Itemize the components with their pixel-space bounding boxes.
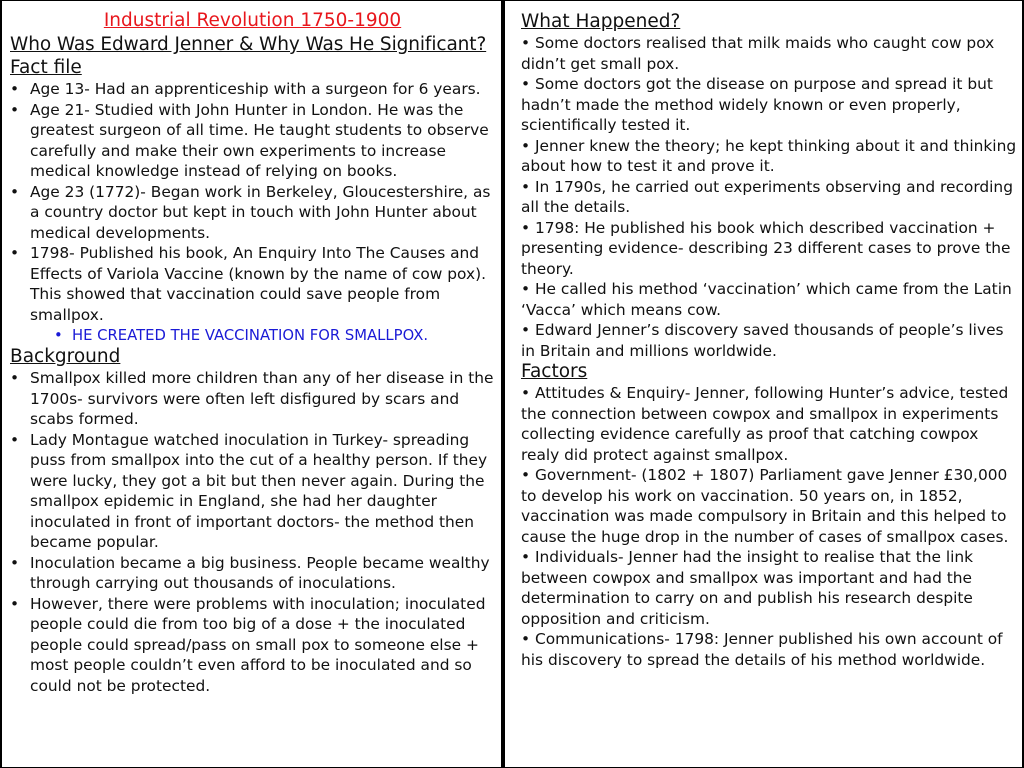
bullet-icon: •: [521, 34, 535, 52]
list-item: [10, 368, 495, 430]
list-item-text: In 1790s, he carried out experiments observing and recording all the details.: [521, 177, 1013, 216]
list-item-text: 1798- Published his book, An Enquiry Into The Causes and Effects of Variola Vaccine (known by the name of cow pox). This showed that vaccination could save people from smallpox.: [30, 244, 486, 324]
list-item-text: Government- (1802 + 1807) Parliament gave Jenner £30,000 to develop his work on vaccination. 50 years on, in 1852, vaccination was made compulsory in Britain and this helped to cause the huge drop in the number of cases of smallpox cases.: [521, 466, 1009, 546]
bullet-icon: •: [54, 327, 63, 344]
bullet-icon: •: [521, 548, 535, 566]
list-item: [521, 177, 1018, 218]
list-item-text: Inoculation became a big business. People became wealthy through carrying out thousands of inoculations.: [30, 553, 490, 592]
list-item: [521, 218, 1018, 280]
list-item: [521, 465, 1018, 547]
bullet-icon: •: [10, 80, 20, 98]
factors-heading: Factors: [521, 361, 588, 382]
list-item: [10, 553, 495, 594]
bullet-icon: •: [521, 466, 535, 484]
list-item: [10, 594, 495, 697]
left-panel: [2, 1, 501, 767]
bullet-icon: •: [10, 594, 20, 613]
list-item: [521, 279, 1018, 320]
bullet-icon: •: [521, 321, 535, 339]
list-item-text: However, there were problems with inoculation; inoculated people could die from too big of a dose + the inoculated people could spread/pass on small pox to someone else + most people couldn’t even afford to be inoculated and so could not be protected.: [30, 594, 486, 695]
list-item: [521, 547, 1018, 629]
list-item-text: Edward Jenner’s discovery saved thousands of people’s lives in Britain and millions worldwide.: [521, 321, 1004, 360]
list-item: [521, 320, 1018, 361]
list-item-text: 1798: He published his book which described vaccination + presenting evidence- describing 23 different cases to prove the theory.: [521, 218, 1011, 278]
bullet-icon: •: [521, 136, 535, 155]
bullet-icon: •: [10, 369, 20, 387]
list-item-text: Lady Montague watched inoculation in Turkey- spreading puss from smallpox into the cut of a healthy person. If they were lucky, they got a bit but then never again. During the smallpox epidemic in England, she had her daughter inoculated in front of important doctors- the method then became popular.: [30, 430, 488, 551]
highlight-text: HE CREATED THE VACCINATION FOR SMALLPOX.: [72, 327, 429, 344]
highlight-item: [10, 325, 495, 346]
list-item-text: Attitudes & Enquiry- Jenner, following Hunter’s advice, tested the connection between cowpox and smallpox in experiments collecting evidence carefully as proof that catching cowpox realy did protect against smallpox.: [521, 384, 1009, 464]
bullet-icon: •: [521, 75, 535, 93]
page-subtitle: Who Was Edward Jenner & Why Was He Significant?: [10, 34, 487, 55]
list-item: [10, 100, 495, 182]
background-list: [10, 368, 495, 696]
list-item-text: Age 23 (1772)- Began work in Berkeley, Gloucestershire, as a country doctor but kept in touch with John Hunter about medical developments.: [30, 182, 491, 242]
list-item-text: Some doctors got the disease on purpose and spread it but hadn’t made the method widely known or even properly, scientifically tested it.: [521, 75, 993, 134]
bullet-icon: •: [10, 182, 20, 201]
fact-file-heading: Fact file: [10, 57, 82, 78]
what-happened-heading: What Happened?: [521, 11, 681, 32]
what-happened-list: [521, 33, 1018, 361]
list-item: [521, 383, 1018, 465]
list-item-text: He called his method ‘vaccination’ which came from the Latin ‘Vacca’ which means cow.: [521, 280, 1012, 319]
bullet-icon: •: [10, 553, 20, 572]
bullet-icon: •: [521, 280, 535, 298]
bullet-icon: •: [521, 384, 535, 402]
list-item-text: Individuals- Jenner had the insight to realise that the link between cowpox and smallpox was important and had the determination to carry on and publish his research despite opposition and criticism.: [521, 548, 974, 628]
bullet-icon: •: [521, 218, 535, 237]
fact-file-list: [10, 79, 495, 325]
bullet-icon: •: [10, 430, 20, 449]
list-item-text: Communications- 1798: Jenner published his own account of his discovery to spread the details of his method worldwide.: [521, 630, 1003, 669]
list-item: [10, 430, 495, 553]
list-item-text: Some doctors realised that milk maids who caught cow pox didn’t get small pox.: [521, 34, 995, 73]
bullet-icon: •: [10, 100, 20, 119]
list-item: [10, 243, 495, 325]
factors-list: [521, 383, 1018, 670]
bullet-icon: •: [521, 630, 535, 648]
list-item-text: Jenner knew the theory; he kept thinking about it and thinking about how to test it and prove it.: [521, 136, 1017, 175]
right-panel: [505, 1, 1022, 767]
list-item: [521, 74, 1018, 136]
background-heading: Background: [10, 346, 121, 367]
list-item: [10, 182, 495, 244]
list-item-text: Age 21- Studied with John Hunter in London. He was the greatest surgeon of all time. He taught students to observe carefully and make their own experiments to increase medical knowledge instead of relying on books.: [30, 100, 489, 180]
list-item-text: Age 13- Had an apprenticeship with a surgeon for 6 years.: [30, 80, 481, 98]
page-title: Industrial Revolution 1750-1900: [103, 10, 402, 31]
bullet-icon: •: [10, 244, 20, 262]
bullet-icon: •: [521, 177, 535, 196]
list-item: [521, 33, 1018, 74]
list-item: [521, 629, 1018, 670]
list-item: [10, 79, 495, 100]
list-item: [521, 136, 1018, 177]
list-item-text: Smallpox killed more children than any of her disease in the 1700s- survivors were often left disfigured by scars and scabs formed.: [30, 369, 494, 428]
